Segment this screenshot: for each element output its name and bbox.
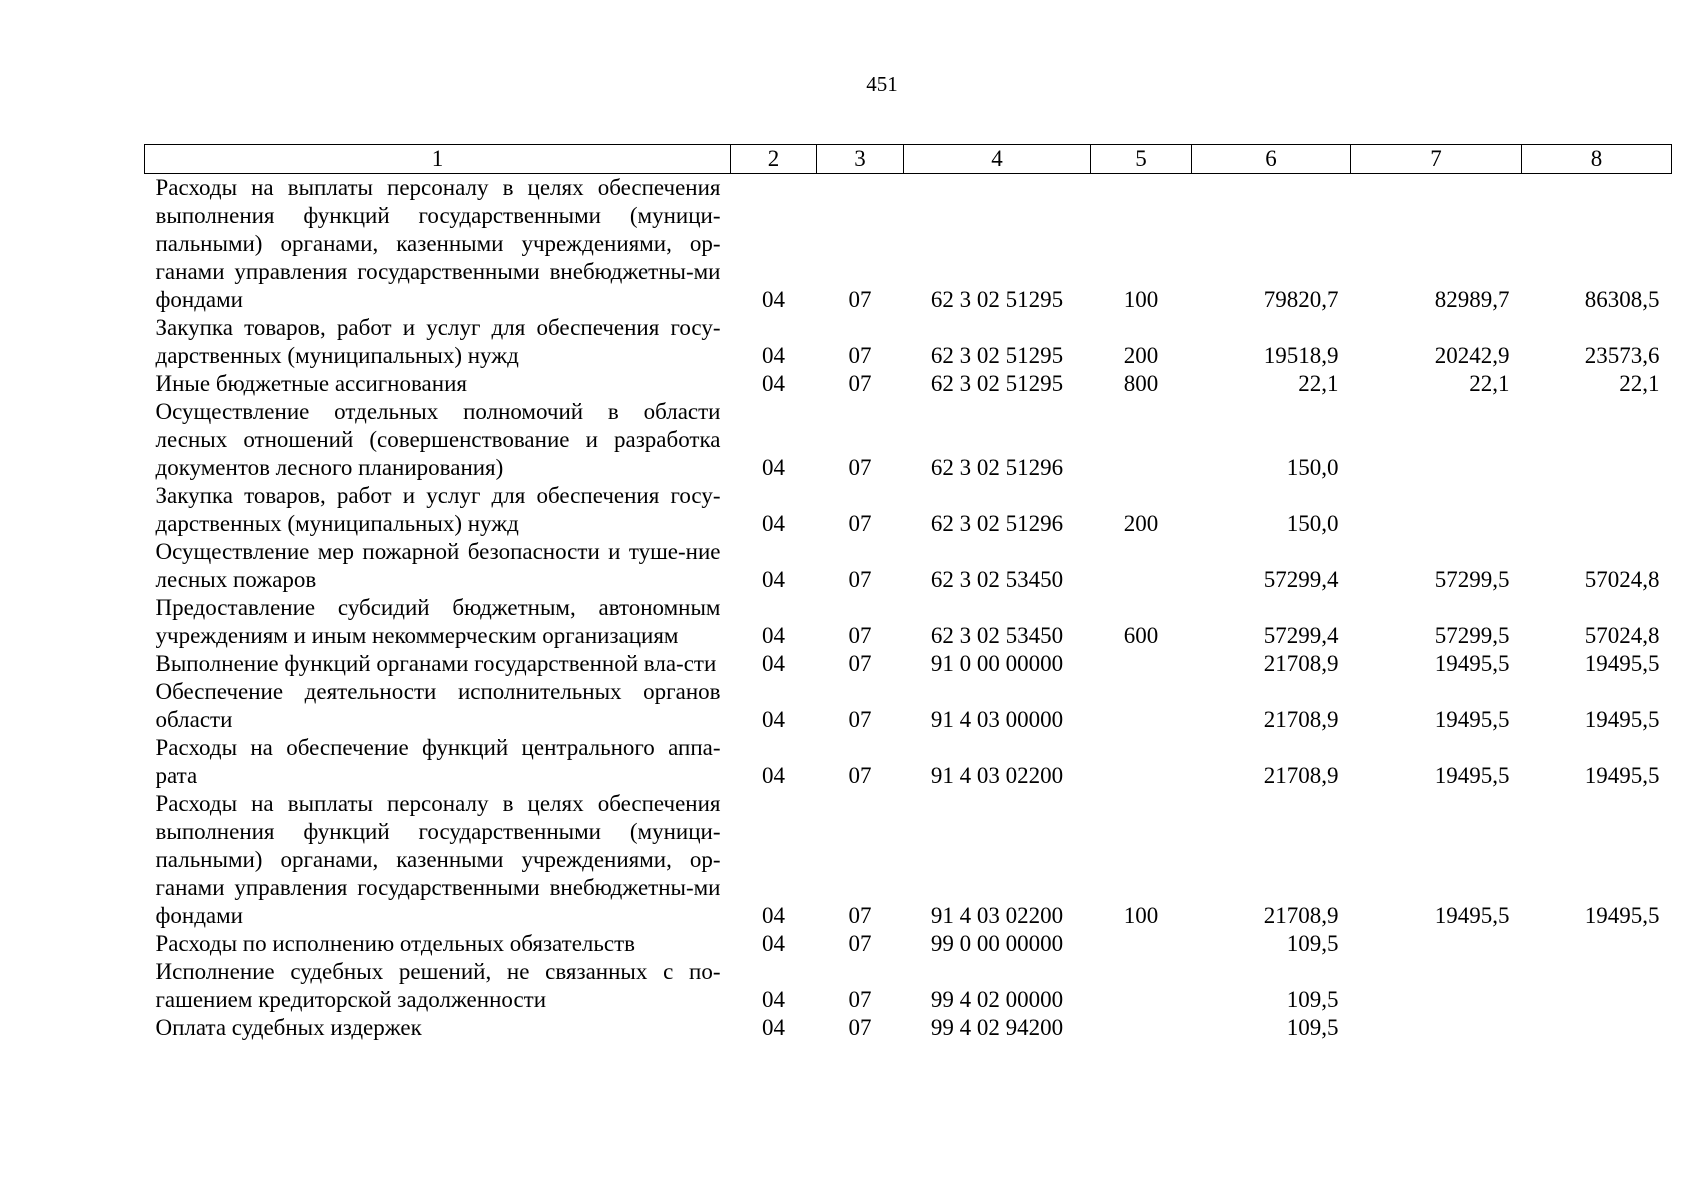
subsection-code: 07 <box>848 343 872 368</box>
column-header-target-item: 4 <box>904 145 1091 174</box>
item-name: Закупка товаров, работ и услуг для обеспечения госу-дарственных (муниципальных) нужд <box>155 483 721 536</box>
item-name: Расходы по исполнению отдельных обязательств <box>155 931 635 956</box>
subsection-code: 07 <box>848 763 872 788</box>
subsection-code: 07 <box>848 511 872 536</box>
expense-type-code: 200 <box>1123 511 1159 536</box>
amount-1: 19518,9 <box>1263 343 1339 368</box>
column-header-amount-3: 8 <box>1522 145 1672 174</box>
subsection-code: 07 <box>848 987 872 1012</box>
item-name: Предоставление субсидий бюджетным, автономным учреждениям и иным некоммерческим организациям <box>155 595 721 648</box>
item-name: Осуществление мер пожарной безопасности и туше-ние лесных пожаров <box>155 539 721 592</box>
amount-1: 79820,7 <box>1263 287 1339 312</box>
subsection-code: 07 <box>848 707 872 732</box>
amount-1: 109,5 <box>1286 987 1339 1012</box>
table-row <box>145 1014 1672 1042</box>
amount-3: 86308,5 <box>1584 287 1660 312</box>
table-row <box>145 594 1672 650</box>
amount-3 <box>1522 398 1672 482</box>
target-item-code: 99 4 02 00000 <box>930 987 1064 1012</box>
subsection-code: 07 <box>848 931 872 956</box>
target-item-code: 91 4 03 00000 <box>930 707 1064 732</box>
amount-3: 19495,5 <box>1584 763 1660 788</box>
amount-1: 57299,4 <box>1263 623 1339 648</box>
target-item-code: 91 4 03 02200 <box>930 763 1064 788</box>
target-item-code: 91 4 03 02200 <box>930 903 1064 928</box>
amount-3 <box>1522 958 1672 1014</box>
section-code: 04 <box>762 903 785 928</box>
target-item-code: 62 3 02 53450 <box>930 567 1064 592</box>
item-name: Исполнение судебных решений, не связанных с по-гашением кредиторской задолженности <box>155 959 721 1012</box>
section-code: 04 <box>762 763 785 788</box>
subsection-code: 07 <box>848 1015 872 1040</box>
amount-1: 21708,9 <box>1263 707 1339 732</box>
target-item-code: 62 3 02 53450 <box>930 623 1064 648</box>
item-name: Закупка товаров, работ и услуг для обеспечения госу-дарственных (муниципальных) нужд <box>155 315 721 368</box>
amount-2: 19495,5 <box>1434 763 1510 788</box>
amount-2: 57299,5 <box>1434 623 1510 648</box>
table-row <box>145 398 1672 482</box>
target-item-code: 91 0 00 00000 <box>930 651 1064 676</box>
section-code: 04 <box>762 371 785 396</box>
table-row <box>145 174 1672 315</box>
item-name: Оплата судебных издержек <box>155 1015 422 1040</box>
amount-2: 57299,5 <box>1434 567 1510 592</box>
table-row <box>145 538 1672 594</box>
amount-1: 21708,9 <box>1263 651 1339 676</box>
amount-2: 82989,7 <box>1434 287 1510 312</box>
target-item-code: 62 3 02 51295 <box>930 343 1064 368</box>
column-header-section: 2 <box>731 145 817 174</box>
subsection-code: 07 <box>848 455 872 480</box>
expense-type-code <box>1091 538 1192 594</box>
item-name: Расходы на выплаты персоналу в целях обеспечения выполнения функций государственными (муници-пальными) органами, казенными учреждениями, ор-ганами управления государственными внебюджетны-ми фондами <box>155 175 721 312</box>
table-body <box>145 174 1672 1043</box>
amount-1: 150,0 <box>1286 455 1339 480</box>
amount-2: 19495,5 <box>1434 903 1510 928</box>
amount-3: 22,1 <box>1619 371 1660 396</box>
section-code: 04 <box>762 1015 785 1040</box>
amount-2 <box>1351 398 1522 482</box>
target-item-code: 62 3 02 51295 <box>930 287 1064 312</box>
amount-3 <box>1522 482 1672 538</box>
amount-3 <box>1522 1014 1672 1042</box>
budget-table <box>144 144 1672 1042</box>
amount-2: 20242,9 <box>1434 343 1510 368</box>
amount-3: 19495,5 <box>1584 707 1660 732</box>
column-header-name: 1 <box>145 145 731 174</box>
amount-3: 57024,8 <box>1584 567 1660 592</box>
column-header-subsection: 3 <box>817 145 904 174</box>
section-code: 04 <box>762 567 785 592</box>
amount-2: 19495,5 <box>1434 707 1510 732</box>
section-code: 04 <box>762 623 785 648</box>
section-code: 04 <box>762 343 785 368</box>
amount-3: 19495,5 <box>1584 651 1660 676</box>
section-code: 04 <box>762 455 785 480</box>
amount-1: 21708,9 <box>1263 763 1339 788</box>
expense-type-code <box>1091 930 1192 958</box>
column-header-amount-2: 7 <box>1351 145 1522 174</box>
amount-2 <box>1351 482 1522 538</box>
column-header-amount-1: 6 <box>1192 145 1351 174</box>
table-row <box>145 678 1672 734</box>
table-row <box>145 370 1672 398</box>
item-name: Расходы на обеспечение функций центрального аппа-рата <box>155 735 721 788</box>
expense-type-code <box>1091 1014 1192 1042</box>
expense-type-code: 600 <box>1123 623 1159 648</box>
amount-2 <box>1351 958 1522 1014</box>
header-row <box>145 145 1672 174</box>
section-code: 04 <box>762 987 785 1012</box>
section-code: 04 <box>762 287 785 312</box>
subsection-code: 07 <box>848 567 872 592</box>
item-name: Обеспечение деятельности исполнительных органов области <box>155 679 721 732</box>
target-item-code: 62 3 02 51295 <box>930 371 1064 396</box>
table-row <box>145 790 1672 930</box>
item-name: Иные бюджетные ассигнования <box>155 371 467 396</box>
amount-1: 109,5 <box>1286 931 1339 956</box>
amount-2: 22,1 <box>1469 371 1510 396</box>
target-item-code: 62 3 02 51296 <box>930 511 1064 536</box>
amount-3 <box>1522 930 1672 958</box>
amount-1: 150,0 <box>1286 511 1339 536</box>
expense-type-code <box>1091 650 1192 678</box>
table-row <box>145 958 1672 1014</box>
table-row <box>145 482 1672 538</box>
amount-2 <box>1351 930 1522 958</box>
expense-type-code <box>1091 398 1192 482</box>
section-code: 04 <box>762 511 785 536</box>
amount-3: 19495,5 <box>1584 903 1660 928</box>
expense-type-code: 800 <box>1123 371 1159 396</box>
table-row <box>145 650 1672 678</box>
column-header-expense-type: 5 <box>1091 145 1192 174</box>
expense-type-code <box>1091 678 1192 734</box>
section-code: 04 <box>762 931 785 956</box>
target-item-code: 62 3 02 51296 <box>930 455 1064 480</box>
expense-type-code: 100 <box>1123 903 1159 928</box>
subsection-code: 07 <box>848 623 872 648</box>
item-name: Выполнение функций органами государственной вла-сти <box>155 651 717 676</box>
expense-type-code <box>1091 734 1192 790</box>
table-row <box>145 930 1672 958</box>
expense-type-code: 100 <box>1123 287 1159 312</box>
subsection-code: 07 <box>848 287 872 312</box>
amount-1: 21708,9 <box>1263 903 1339 928</box>
amount-2: 19495,5 <box>1434 651 1510 676</box>
item-name: Осуществление отдельных полномочий в области лесных отношений (совершенствование и разработка документов лесного планирования) <box>155 399 721 480</box>
subsection-code: 07 <box>848 903 872 928</box>
expense-type-code: 200 <box>1123 343 1159 368</box>
expense-type-code <box>1091 958 1192 1014</box>
table-row <box>145 314 1672 370</box>
section-code: 04 <box>762 707 785 732</box>
page-number: 451 <box>866 72 898 96</box>
section-code: 04 <box>762 651 785 676</box>
subsection-code: 07 <box>848 371 872 396</box>
subsection-code: 07 <box>848 651 872 676</box>
target-item-code: 99 4 02 94200 <box>930 1015 1064 1040</box>
item-name: Расходы на выплаты персоналу в целях обеспечения выполнения функций государственными (муници-пальными) органами, казенными учреждениями, ор-ганами управления государственными внебюджетны-ми фондами <box>155 791 721 928</box>
table-row <box>145 734 1672 790</box>
target-item-code: 99 0 00 00000 <box>930 931 1064 956</box>
amount-3: 23573,6 <box>1584 343 1660 368</box>
amount-3: 57024,8 <box>1584 623 1660 648</box>
amount-1: 22,1 <box>1298 371 1339 396</box>
amount-1: 57299,4 <box>1263 567 1339 592</box>
amount-2 <box>1351 1014 1522 1042</box>
amount-1: 109,5 <box>1286 1015 1339 1040</box>
